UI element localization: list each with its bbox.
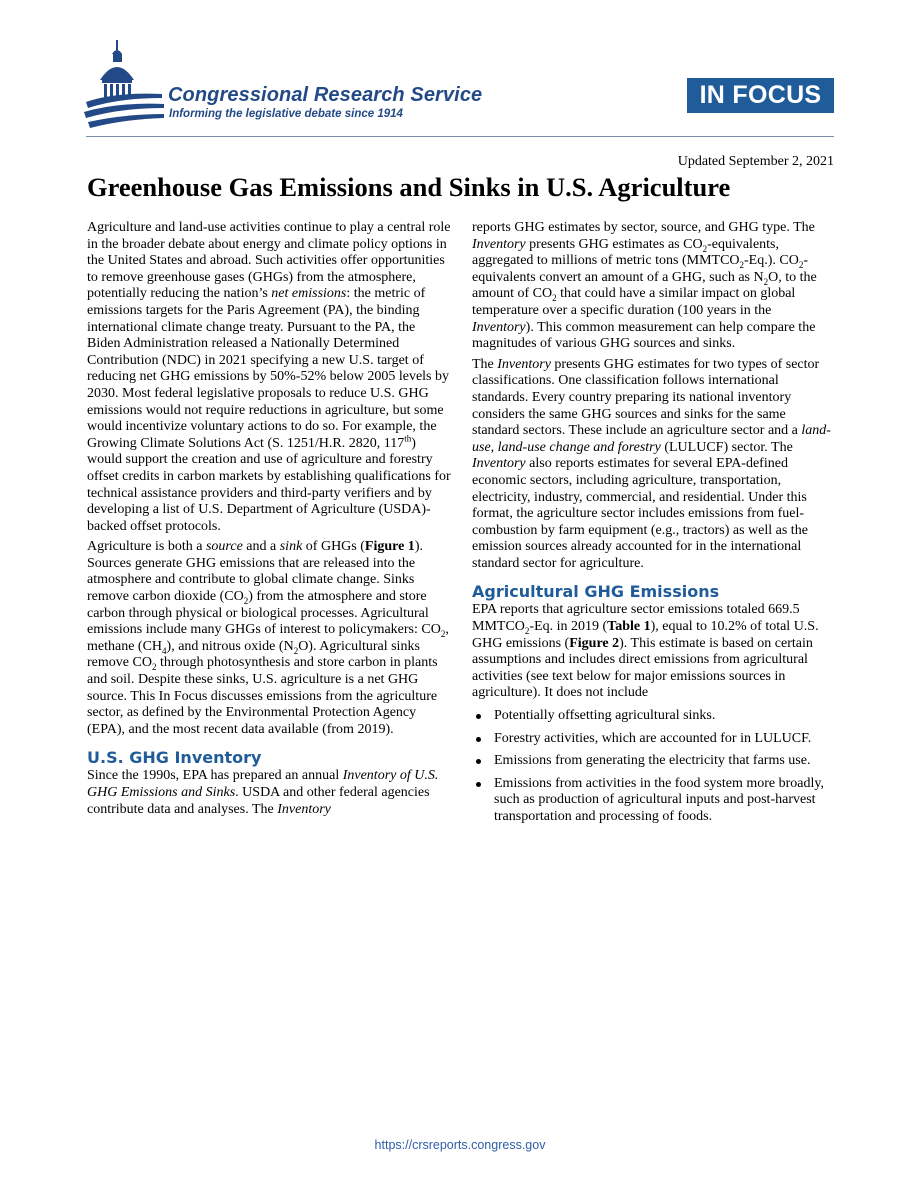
figure-1-ref: Figure 1 bbox=[364, 539, 415, 555]
paragraph-intro: Agriculture and land-use activities continue to play a central role in the broader debate about energy and climate policy options in the United States and abroad. Such activities offer opportunities to remove greenhouse gases (GHGs) from the atmosphere, potentially reducing the nation’s net emissions: the metric of emissions targets for the Paris Agreement (PA), the binding international climate change treaty. Pursuant to the PA, the Biden Administration released a Nationally Determined Contribution (NDC) in 2021 specifying a new U.S. target of reducing net GHG emissions by 50%-52% below 2005 levels by 2030. Most federal legislative proposals to reduce U.S. GHG emissions would not require reductions in agriculture, but some would incentivize voluntary actions to do so. For example, the Growing Climate Solutions Act (S. 1251/H.R. 2820, 117th) would support the creation and use of agriculture and forestry offset credits in carbon markets by establishing qualifications for technical assistance providers and third-party verifiers and by developing a list of U.S. Department of Agriculture (USDA)-backed offset protocols. bbox=[87, 220, 451, 534]
list-item: Potentially offsetting agricultural sinks. bbox=[472, 708, 836, 725]
table-1-ref: Table 1 bbox=[607, 619, 651, 635]
paragraph-ag-emissions: EPA reports that agriculture sector emissions totaled 669.5 $MMTCO_2-Eq$. in 2019 (Table 1), equal to 10.2% of total U.S. GHG emissions (Figure 2). This estimate is based on certain assumptions and includes direct emissions from agricultural activities (see text below for major emissions sources in agriculture). It does not include bbox=[472, 602, 819, 701]
capitol-dome-logo bbox=[84, 40, 166, 130]
exclusions-list bbox=[472, 708, 836, 826]
org-tagline: Informing the legislative debate since 1914 bbox=[169, 108, 403, 120]
figure-2-ref: Figure 2 bbox=[569, 635, 620, 651]
in-focus-badge: IN FOCUS bbox=[687, 78, 834, 113]
paragraph-sector-classifications: The Inventory presents GHG estimates for two types of sector classifications. One classification follows international standards. Every country preparing its national inventory considers the same GHG sources and sinks for the same standard sectors. These include an agriculture sector and a land-use, land-use change and forestry (LULUCF) sector. The Inventory also reports estimates for several EPA-defined economic sectors, including agriculture, transportation, electricity, industry, commercial, and residential. Under this format, the agriculture sector includes emissions from fuel-combustion by farm equipment (e.g., tractors) as well as the emission sources already accounted for in the international standard sector for agriculture. bbox=[472, 356, 831, 571]
paragraph-inventory: Since the 1990s, EPA has prepared an annual Inventory of U.S. GHG Emissions and Sinks. USDA and other federal agencies contribute data and analyses. The Inventory bbox=[87, 768, 439, 817]
list-item: Emissions from generating the electricity that farms use. bbox=[472, 753, 836, 770]
footer-link[interactable]: https://crsreports.congress.gov bbox=[374, 1138, 546, 1152]
org-name: Congressional Research Service bbox=[168, 84, 483, 106]
paragraph-inventory-cont: reports GHG estimates by sector, source, and GHG type. The Inventory presents GHG estimates as $CO_2$-equivalents, aggregated to millions of metric tons $(MMTCO_2-Eq.)$. $CO_2$-equivalents convert an amount of a GHG, such as $N_2O$, to the amount of $CO_2$ that could have a similar impact on global temperature over a specific duration (100 years in the Inventory). This common measurement can help compare the magnitudes of various GHG sources and sinks. bbox=[472, 220, 817, 352]
list-item: Forestry activities, which are accounted for in LULUCF. bbox=[472, 731, 836, 748]
list-item: Emissions from activities in the food system more broadly, such as production of agricultural inputs and post-harvest transportation and processing of foods. bbox=[472, 776, 836, 826]
updated-date: Updated September 2, 2021 bbox=[677, 154, 834, 169]
left-column bbox=[87, 220, 451, 822]
right-column bbox=[472, 220, 836, 832]
heading-agricultural-emissions: Agricultural GHG Emissions bbox=[472, 582, 720, 602]
paragraph-source-sink: Agriculture is both a source and a sink of GHGs (Figure 1). Sources generate GHG emissions that are released into the atmosphere and contribute to global climate change. Sinks remove carbon dioxide $(CO_2)$ from the atmosphere and store carbon through physical or biological processes. Agricultural emissions include many GHGs of interest to policymakers: $CO_2$, methane $(CH_4)$, and nitrous oxide $(N_2O)$. Agricultural sinks remove $CO_2$ through photosynthesis and store carbon in plants and soil. Despite these sinks, U.S. agriculture is a net GHG source. This In Focus discusses emissions from the agriculture sector, as defined by the Environmental Protection Agency (EPA), and the most recent data available (from 2019). bbox=[87, 539, 449, 737]
heading-ghg-inventory: U.S. GHG Inventory bbox=[87, 748, 262, 768]
header-divider bbox=[86, 136, 834, 137]
page-header bbox=[0, 0, 920, 140]
page-title: Greenhouse Gas Emissions and Sinks in U.S. Agriculture bbox=[87, 172, 731, 202]
